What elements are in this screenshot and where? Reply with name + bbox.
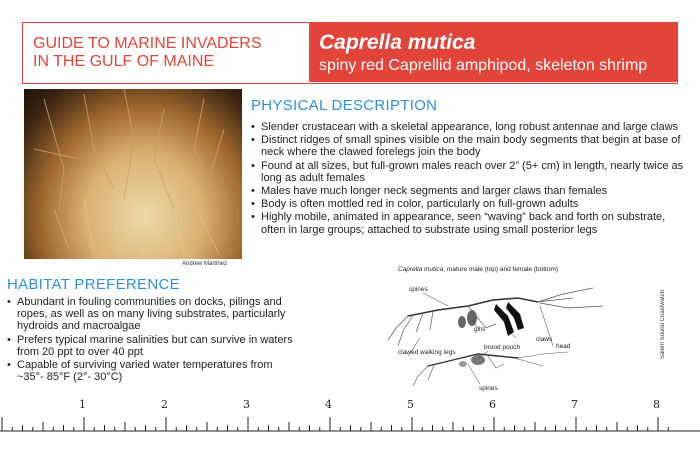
ruler-number: 1 [79,398,86,411]
label-spines-bottom: spines [479,385,498,392]
physical-description-title: PHYSICAL DESCRIPTION [251,97,438,114]
species-banner [309,23,677,82]
habitat-preference-list [7,296,297,384]
ruler-number: 5 [407,398,414,411]
list-item: • Highly mobile, animated in appearance, seen “waving” back and forth on substrate, often in large groups; attached to substrate using small posterior legs [251,211,691,235]
diagram-caption-text: , mature male (top) and female (bottom) [443,266,559,273]
ruler-number: 3 [243,398,250,411]
habitat-preference-title: HABITAT PREFERENCE [7,276,180,293]
list-item: • Capable of surviving varied water temperatures from ~35°- 85°F (2°- 30°C) [7,359,297,383]
guide-title-line1: GUIDE TO MARINE INVADERS [33,35,262,52]
inch-ruler [0,396,700,436]
list-item: • Males have much longer neck segments and larger claws than females [251,185,691,197]
physical-description-list [251,121,691,237]
ruler-number: 6 [489,398,496,411]
list-item: • Found at all sizes, but full-grown males reach over 2” (5+ cm) in length, nearly twice as long as adult females [251,160,691,184]
label-spines-top: spines [409,286,428,293]
label-clawed-walking-legs: clawed walking legs [398,349,456,356]
label-head: head [556,343,571,350]
anatomy-diagram [368,276,618,394]
common-name: spiny red Caprellid amphipod, skeleton shrimp [319,57,648,74]
diagram-caption [398,266,558,273]
header-box [22,22,678,84]
ruler-number: 2 [161,398,168,411]
guide-title-block [33,35,303,71]
list-item: • Abundant in fouling communities on docks, pilings and ropes, as well as on many living substrates, particularly hydroids and macroalgae [7,296,297,333]
ruler-number: 4 [325,398,332,411]
specimen-photo [24,89,242,259]
label-claws: claws [536,336,553,343]
photo-credit: Andrew Martinez [182,261,228,267]
diagram-caption-species: Caprella mutica [398,266,444,273]
diagram-credit: Salem Sound Coastwatch [660,290,666,360]
label-gills: gills [474,326,486,333]
list-item: • Body is often mottled red in color, particularly on full-grown adults [251,198,691,210]
list-item: • Distinct ridges of small spines visible on the main body segments that begin at base of neck where the clawed forelegs join the body [251,134,691,158]
list-item: • Slender crustacean with a skeletal appearance, long robust antennae and large claws [251,121,691,133]
ruler-number: 7 [571,398,578,411]
specimen-photo-illustration [24,89,242,259]
list-item: • Prefers typical marine salinities but can survive in waters from 20 ppt to over 40 ppt [7,334,297,358]
guide-title-line2: IN THE GULF OF MAINE [33,53,215,70]
ruler-number: 8 [653,398,660,411]
label-brood-pouch: brood pouch [484,344,521,351]
species-name: Caprella mutica [319,31,476,54]
